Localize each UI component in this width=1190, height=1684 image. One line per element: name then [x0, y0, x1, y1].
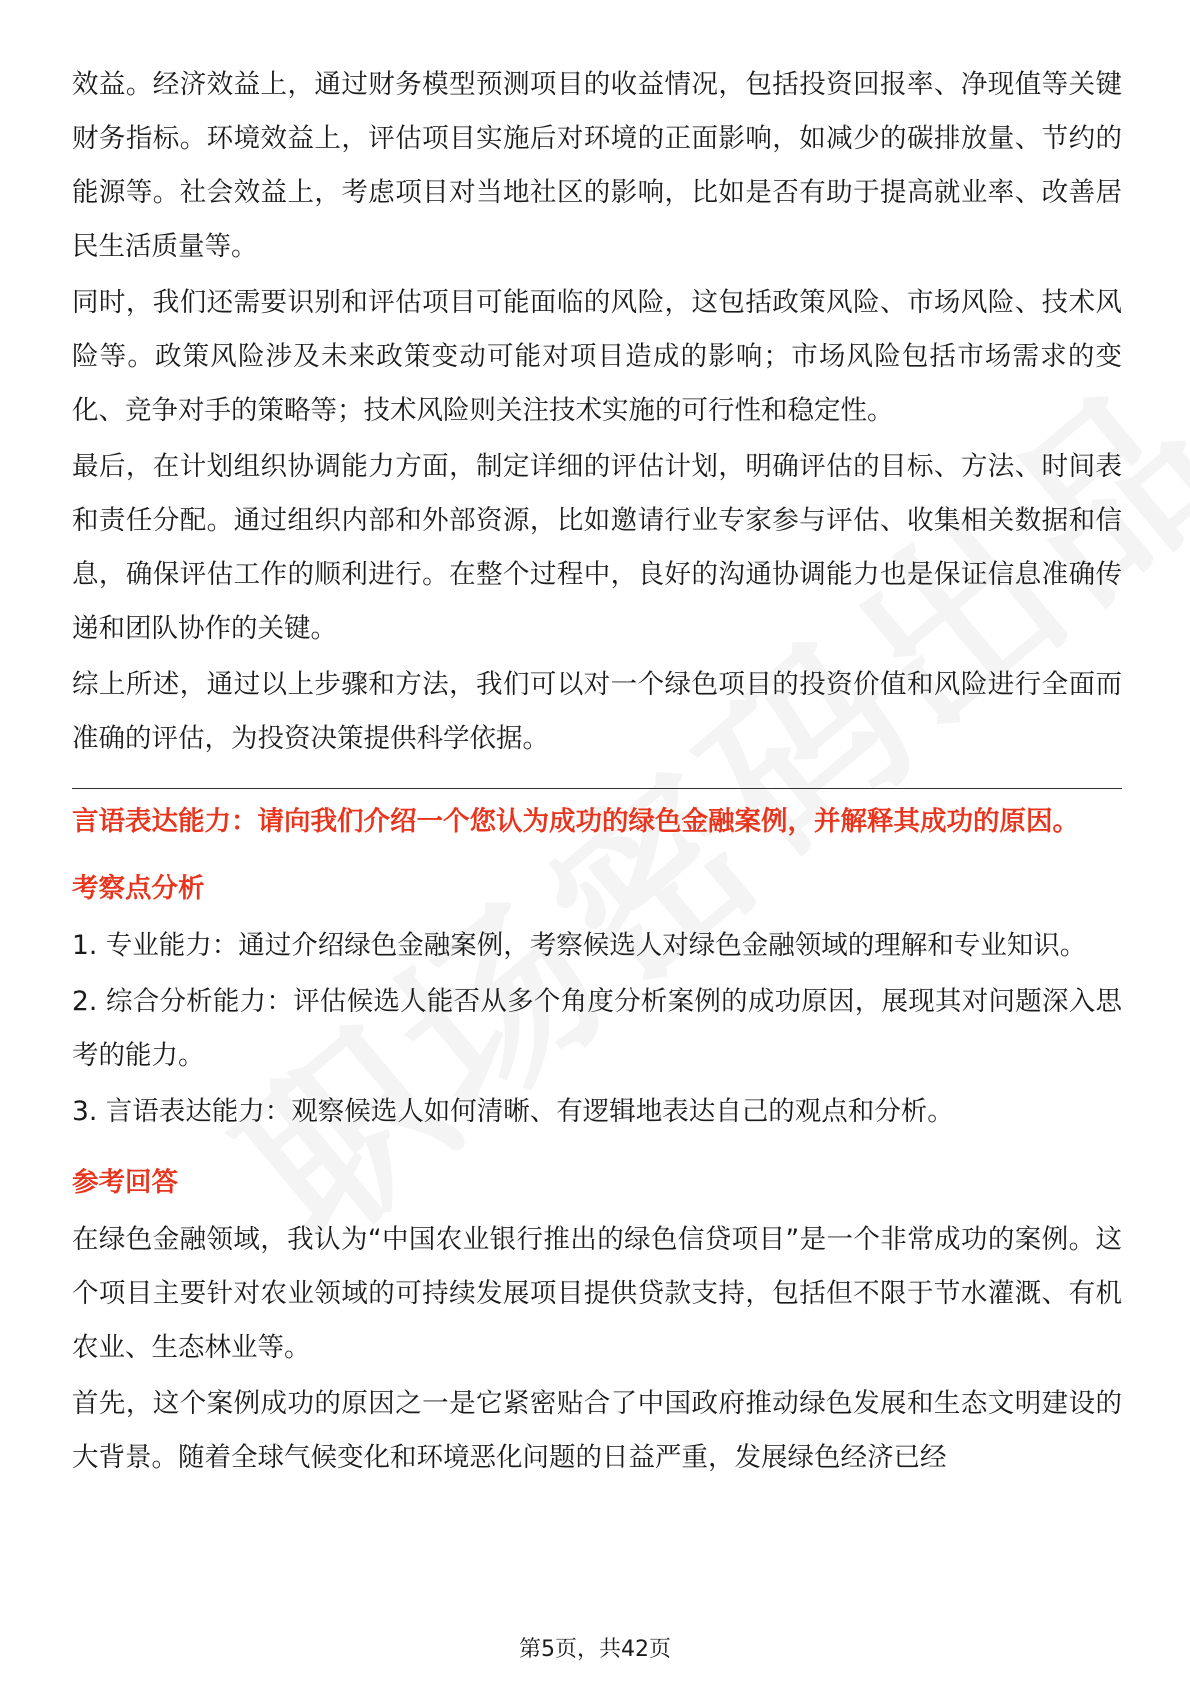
- reference-paragraph: 在绿色金融领域，我认为“中国农业银行推出的绿色信贷项目”是一个非常成功的案例。这个项目主要针对农业领域的可持续发展项目提供贷款支持，包括但不限于节水灌溉、有机农业、生态林业等。: [72, 1224, 1122, 1363]
- reference-heading: 参考回答: [72, 1167, 178, 1198]
- page-number: 第5页，共42页: [519, 1637, 671, 1662]
- analysis-heading: 考察点分析: [72, 873, 205, 904]
- analysis-item: 2. 综合分析能力：评估候选人能否从多个角度分析案例的成功原因，展现其对问题深入思考的能力。: [72, 986, 1122, 1071]
- interview-question: 言语表达能力：请向我们介绍一个您认为成功的绿色金融案例，并解释其成功的原因。: [72, 806, 1079, 837]
- body-paragraph: 效益。经济效益上，通过财务模型预测项目的收益情况，包括投资回报率、净现值等关键财务指标。环境效益上，评估项目实施后对环境的正面影响，如减少的碳排放量、节约的能源等。社会效益上，考虑项目对当地社区的影响，比如是否有助于提高就业率、改善居民生活质量等。: [72, 69, 1122, 262]
- reference-paragraph: 首先，这个案例成功的原因之一是它紧密贴合了中国政府推动绿色发展和生态文明建设的大背景。随着全球气候变化和环境恶化问题的日益严重，发展绿色经济已经: [72, 1388, 1122, 1473]
- body-paragraph: 综上所述，通过以上步骤和方法，我们可以对一个绿色项目的投资价值和风险进行全面而准确的评估，为投资决策提供科学依据。: [72, 669, 1122, 754]
- analysis-item: 1. 专业能力：通过介绍绿色金融案例，考察候选人对绿色金融领域的理解和专业知识。: [72, 930, 1087, 961]
- section-divider: [72, 788, 1122, 789]
- body-paragraph: 同时，我们还需要识别和评估项目可能面临的风险，这包括政策风险、市场风险、技术风险等。政策风险涉及未来政策变动可能对项目造成的影响；市场风险包括市场需求的变化、竞争对手的策略等；技术风险则关注技术实施的可行性和稳定性。: [72, 287, 1122, 426]
- document-page: [72, 58, 1122, 1485]
- analysis-item: 3. 言语表达能力：观察候选人如何清晰、有逻辑地表达自己的观点和分析。: [72, 1096, 954, 1127]
- body-paragraph: 最后，在计划组织协调能力方面，制定详细的评估计划，明确评估的目标、方法、时间表和责任分配。通过组织内部和外部资源，比如邀请行业专家参与评估、收集相关数据和信息，确保评估工作的顺利进行。在整个过程中，良好的沟通协调能力也是保证信息准确传递和团队协作的关键。: [72, 451, 1122, 644]
